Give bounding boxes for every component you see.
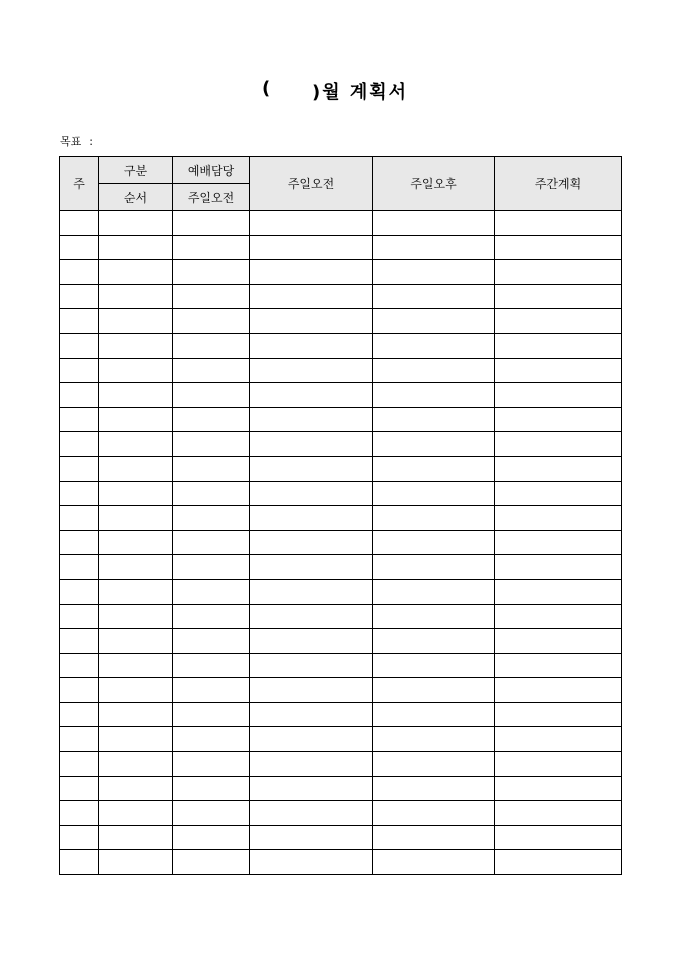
table-row — [60, 850, 622, 875]
table-cell[interactable] — [173, 260, 250, 285]
table-cell[interactable] — [60, 702, 99, 727]
table-cell[interactable] — [60, 506, 99, 531]
table-cell[interactable] — [495, 407, 622, 432]
table-row — [60, 481, 622, 506]
goal-line — [60, 133, 93, 149]
table-cell[interactable] — [99, 604, 173, 629]
table-cell[interactable] — [495, 825, 622, 850]
table-cell[interactable] — [495, 456, 622, 481]
table-cell[interactable] — [495, 481, 622, 506]
monthly-plan-table — [59, 156, 622, 875]
table-cell[interactable] — [373, 260, 495, 285]
table-row — [60, 358, 622, 383]
table-cell[interactable] — [99, 825, 173, 850]
table-cell[interactable] — [373, 309, 495, 334]
table-cell[interactable] — [99, 555, 173, 580]
table-cell[interactable] — [60, 579, 99, 604]
table-cell[interactable] — [173, 284, 250, 309]
table-cell[interactable] — [250, 727, 373, 752]
table-cell[interactable] — [495, 801, 622, 826]
table-cell[interactable] — [495, 284, 622, 309]
table-cell[interactable] — [60, 850, 99, 875]
table-cell[interactable] — [60, 407, 99, 432]
table-cell[interactable] — [373, 481, 495, 506]
table-cell[interactable] — [373, 333, 495, 358]
table-row — [60, 825, 622, 850]
table-cell[interactable] — [60, 653, 99, 678]
table-cell[interactable] — [495, 776, 622, 801]
table-cell[interactable] — [250, 506, 373, 531]
table-cell[interactable] — [99, 678, 173, 703]
table-cell[interactable] — [99, 481, 173, 506]
table-cell[interactable] — [173, 383, 250, 408]
table-cell[interactable] — [173, 801, 250, 826]
table-cell[interactable] — [60, 752, 99, 777]
table-cell[interactable] — [495, 653, 622, 678]
table-cell[interactable] — [250, 850, 373, 875]
table-cell[interactable] — [495, 211, 622, 236]
table-cell[interactable] — [495, 383, 622, 408]
table-cell[interactable] — [250, 702, 373, 727]
table-cell[interactable] — [495, 333, 622, 358]
table-cell[interactable] — [373, 629, 495, 654]
table-cell[interactable] — [173, 456, 250, 481]
goal-colon: : — [89, 135, 93, 148]
table-row — [60, 309, 622, 334]
table-cell[interactable] — [495, 309, 622, 334]
table-cell[interactable] — [60, 776, 99, 801]
table-cell[interactable] — [495, 260, 622, 285]
table-cell[interactable] — [250, 530, 373, 555]
table-cell[interactable] — [60, 604, 99, 629]
header-sunday-afternoon: 주일오후 — [373, 157, 495, 211]
table-cell[interactable] — [373, 678, 495, 703]
table-cell[interactable] — [60, 432, 99, 457]
table-cell[interactable] — [99, 629, 173, 654]
table-cell[interactable] — [495, 579, 622, 604]
table-cell[interactable] — [250, 604, 373, 629]
table-cell[interactable] — [173, 432, 250, 457]
table-row — [60, 333, 622, 358]
table-cell[interactable] — [60, 260, 99, 285]
table-row — [60, 383, 622, 408]
table-cell[interactable] — [495, 604, 622, 629]
table-cell[interactable] — [250, 801, 373, 826]
table-cell[interactable] — [373, 432, 495, 457]
table-cell[interactable] — [173, 579, 250, 604]
table-cell[interactable] — [99, 235, 173, 260]
table-cell[interactable] — [173, 309, 250, 334]
table-row — [60, 604, 622, 629]
table-cell[interactable] — [60, 456, 99, 481]
table-row — [60, 456, 622, 481]
table-row — [60, 284, 622, 309]
table-cell[interactable] — [60, 555, 99, 580]
table-cell[interactable] — [99, 752, 173, 777]
table-cell[interactable] — [373, 702, 495, 727]
table-cell[interactable] — [99, 776, 173, 801]
table-cell[interactable] — [373, 825, 495, 850]
table-cell[interactable] — [250, 678, 373, 703]
table-cell[interactable] — [250, 481, 373, 506]
table-cell[interactable] — [60, 727, 99, 752]
table-cell[interactable] — [250, 555, 373, 580]
table-cell[interactable] — [373, 358, 495, 383]
table-cell[interactable] — [250, 629, 373, 654]
table-cell[interactable] — [250, 260, 373, 285]
table-row — [60, 260, 622, 285]
table-cell[interactable] — [173, 481, 250, 506]
table-cell[interactable] — [250, 383, 373, 408]
table-cell[interactable] — [60, 825, 99, 850]
table-row — [60, 579, 622, 604]
table-cell[interactable] — [60, 358, 99, 383]
document-title — [0, 78, 680, 108]
table-cell[interactable] — [495, 530, 622, 555]
table-cell[interactable] — [99, 456, 173, 481]
table-cell[interactable] — [60, 629, 99, 654]
table-row — [60, 629, 622, 654]
table-cell[interactable] — [60, 801, 99, 826]
table-cell[interactable] — [99, 358, 173, 383]
table-cell[interactable] — [373, 284, 495, 309]
header-week: 주 — [60, 157, 99, 211]
table-cell[interactable] — [495, 752, 622, 777]
table-cell[interactable] — [373, 727, 495, 752]
table-cell[interactable] — [99, 702, 173, 727]
table-cell[interactable] — [495, 850, 622, 875]
table-row — [60, 752, 622, 777]
table-cell[interactable] — [173, 678, 250, 703]
table-cell[interactable] — [173, 555, 250, 580]
table-cell[interactable] — [173, 702, 250, 727]
table-cell[interactable] — [495, 702, 622, 727]
title-text: )월 계획서 — [312, 82, 409, 103]
table-cell[interactable] — [99, 530, 173, 555]
table-cell[interactable] — [173, 752, 250, 777]
table-cell[interactable] — [250, 653, 373, 678]
table-row — [60, 653, 622, 678]
table-cell[interactable] — [99, 850, 173, 875]
table-cell[interactable] — [99, 284, 173, 309]
table-body — [60, 211, 622, 875]
table-cell[interactable] — [173, 629, 250, 654]
table-cell[interactable] — [99, 727, 173, 752]
header-weekly-plan: 주간계획 — [495, 157, 622, 211]
table-cell[interactable] — [99, 260, 173, 285]
table-row — [60, 678, 622, 703]
table-cell[interactable] — [250, 579, 373, 604]
table-cell[interactable] — [373, 211, 495, 236]
table-cell[interactable] — [99, 309, 173, 334]
table-cell[interactable] — [373, 383, 495, 408]
table-cell[interactable] — [250, 284, 373, 309]
table-row — [60, 776, 622, 801]
table-row — [60, 801, 622, 826]
table-cell[interactable] — [250, 211, 373, 236]
table-cell[interactable] — [99, 506, 173, 531]
table-row — [60, 530, 622, 555]
table-cell[interactable] — [495, 235, 622, 260]
table-cell[interactable] — [99, 211, 173, 236]
table-row — [60, 432, 622, 457]
table-cell[interactable] — [60, 211, 99, 236]
table-cell[interactable] — [173, 407, 250, 432]
table-cell[interactable] — [250, 333, 373, 358]
table-cell[interactable] — [250, 407, 373, 432]
table-cell[interactable] — [99, 653, 173, 678]
table-cell[interactable] — [373, 579, 495, 604]
table-cell[interactable] — [173, 506, 250, 531]
table-cell[interactable] — [250, 456, 373, 481]
table-cell[interactable] — [173, 358, 250, 383]
table-cell[interactable] — [250, 825, 373, 850]
table-cell[interactable] — [373, 801, 495, 826]
table-cell[interactable] — [373, 235, 495, 260]
header-order: 순서 — [99, 184, 173, 211]
table-row — [60, 506, 622, 531]
table-cell[interactable] — [250, 235, 373, 260]
table-cell[interactable] — [250, 776, 373, 801]
table-cell[interactable] — [250, 309, 373, 334]
table-cell[interactable] — [173, 333, 250, 358]
table-row — [60, 407, 622, 432]
table-cell[interactable] — [495, 506, 622, 531]
header-sunday-morning-sub: 주일오전 — [173, 184, 250, 211]
table-cell[interactable] — [373, 604, 495, 629]
table-cell[interactable] — [60, 530, 99, 555]
table-cell[interactable] — [250, 432, 373, 457]
goal-label: 목표 — [60, 135, 82, 148]
table-cell[interactable] — [373, 407, 495, 432]
table-cell[interactable] — [173, 235, 250, 260]
table-cell[interactable] — [373, 850, 495, 875]
table-cell[interactable] — [373, 752, 495, 777]
table-cell[interactable] — [60, 309, 99, 334]
table-cell[interactable] — [495, 555, 622, 580]
table-cell[interactable] — [250, 358, 373, 383]
table-cell[interactable] — [60, 481, 99, 506]
table-cell[interactable] — [373, 555, 495, 580]
table-row — [60, 211, 622, 236]
table-cell[interactable] — [173, 776, 250, 801]
table-cell[interactable] — [495, 629, 622, 654]
title-month-open-paren: ( — [262, 78, 271, 99]
table-cell[interactable] — [60, 383, 99, 408]
table-cell[interactable] — [250, 752, 373, 777]
table-row — [60, 235, 622, 260]
table-cell[interactable] — [495, 678, 622, 703]
table-cell[interactable] — [60, 235, 99, 260]
header-sunday-morning: 주일오전 — [250, 157, 373, 211]
table-row — [60, 702, 622, 727]
table-cell[interactable] — [373, 530, 495, 555]
table-cell[interactable] — [495, 358, 622, 383]
table-cell[interactable] — [373, 506, 495, 531]
table-cell[interactable] — [173, 653, 250, 678]
table-cell[interactable] — [373, 653, 495, 678]
table-cell[interactable] — [99, 333, 173, 358]
table-cell[interactable] — [373, 776, 495, 801]
table-cell[interactable] — [173, 604, 250, 629]
table-cell[interactable] — [173, 850, 250, 875]
table-cell[interactable] — [99, 407, 173, 432]
header-worship-in-charge: 예배담당 — [173, 157, 250, 184]
table-cell[interactable] — [173, 211, 250, 236]
table-cell[interactable] — [495, 727, 622, 752]
header-category: 구분 — [99, 157, 173, 184]
table-cell[interactable] — [60, 678, 99, 703]
table-cell[interactable] — [173, 727, 250, 752]
table-cell[interactable] — [99, 432, 173, 457]
table-cell[interactable] — [495, 432, 622, 457]
table-cell[interactable] — [99, 383, 173, 408]
table-row — [60, 555, 622, 580]
table-cell[interactable] — [60, 333, 99, 358]
table-cell[interactable] — [60, 284, 99, 309]
table-cell[interactable] — [173, 530, 250, 555]
table-row — [60, 727, 622, 752]
table-cell[interactable] — [173, 825, 250, 850]
table-cell[interactable] — [99, 801, 173, 826]
table-cell[interactable] — [373, 456, 495, 481]
table-cell[interactable] — [99, 579, 173, 604]
